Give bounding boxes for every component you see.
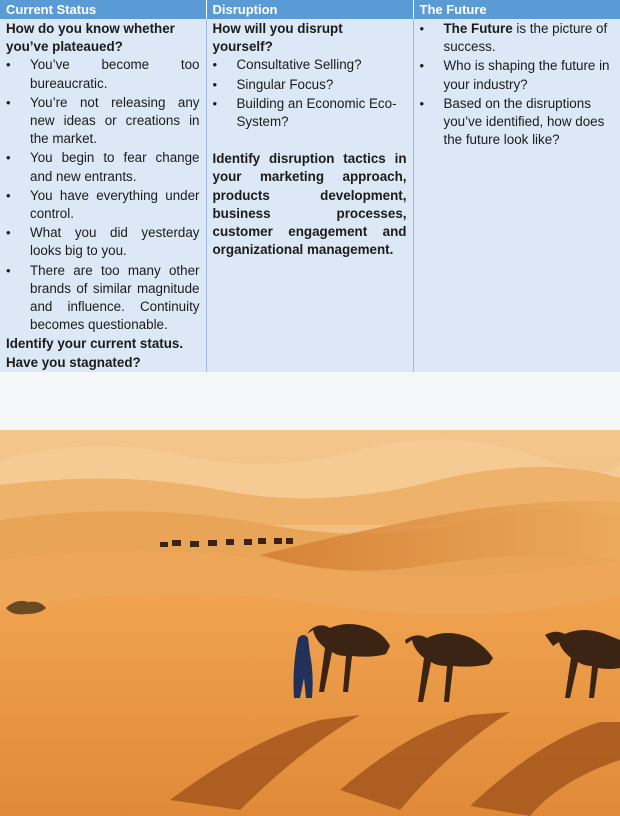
header-current-status: Current Status xyxy=(0,0,206,19)
disrupt-question: How will you disrupt yourself? xyxy=(212,21,343,55)
list-item: • Who is shaping the future in your industry? xyxy=(420,57,615,93)
header-row xyxy=(0,0,620,19)
plateau-question: How do you know whether you’ve plateaued? xyxy=(6,21,175,55)
future-term: The Future xyxy=(443,21,513,36)
plateau-list xyxy=(6,56,200,334)
list-item: • You’ve become too bureaucratic. xyxy=(6,56,200,92)
disrupt-closing: Identify disruption tactics in your marketing approach, products development, business processes, customer engagement and organizational management. xyxy=(212,151,407,258)
disrupt-list xyxy=(213,56,407,131)
status-closing: Identify your current status. Have you stagnated? xyxy=(6,336,184,370)
list-item: • Consultative Selling? xyxy=(213,56,407,74)
content-table xyxy=(0,0,620,372)
desert-caravan-photo xyxy=(0,430,620,816)
body-row xyxy=(0,19,620,372)
list-item: • You’re not releasing any new ideas or creations in the market. xyxy=(6,94,200,149)
future-definition: is the picture of success. xyxy=(443,21,608,55)
list-item: • Based on the disruptions you’ve identified, how does the future look like? xyxy=(420,95,615,150)
cell-current-status xyxy=(0,19,206,372)
list-item: • There are too many other brands of similar magnitude and influence. Continuity becomes questionable. xyxy=(6,262,200,335)
list-item: • You have everything under control. xyxy=(6,187,200,223)
header-the-future: The Future xyxy=(413,0,620,19)
list-item: • What you did yesterday looks big to you. xyxy=(6,224,200,260)
cell-disruption xyxy=(206,19,413,372)
future-list xyxy=(420,20,615,149)
header-disruption: Disruption xyxy=(206,0,413,19)
list-item xyxy=(420,20,615,56)
list-item: • Building an Economic Eco-System? xyxy=(213,95,407,131)
list-item: • You begin to fear change and new entrants. xyxy=(6,149,200,185)
cell-the-future xyxy=(413,19,620,372)
list-item: • Singular Focus? xyxy=(213,76,407,94)
